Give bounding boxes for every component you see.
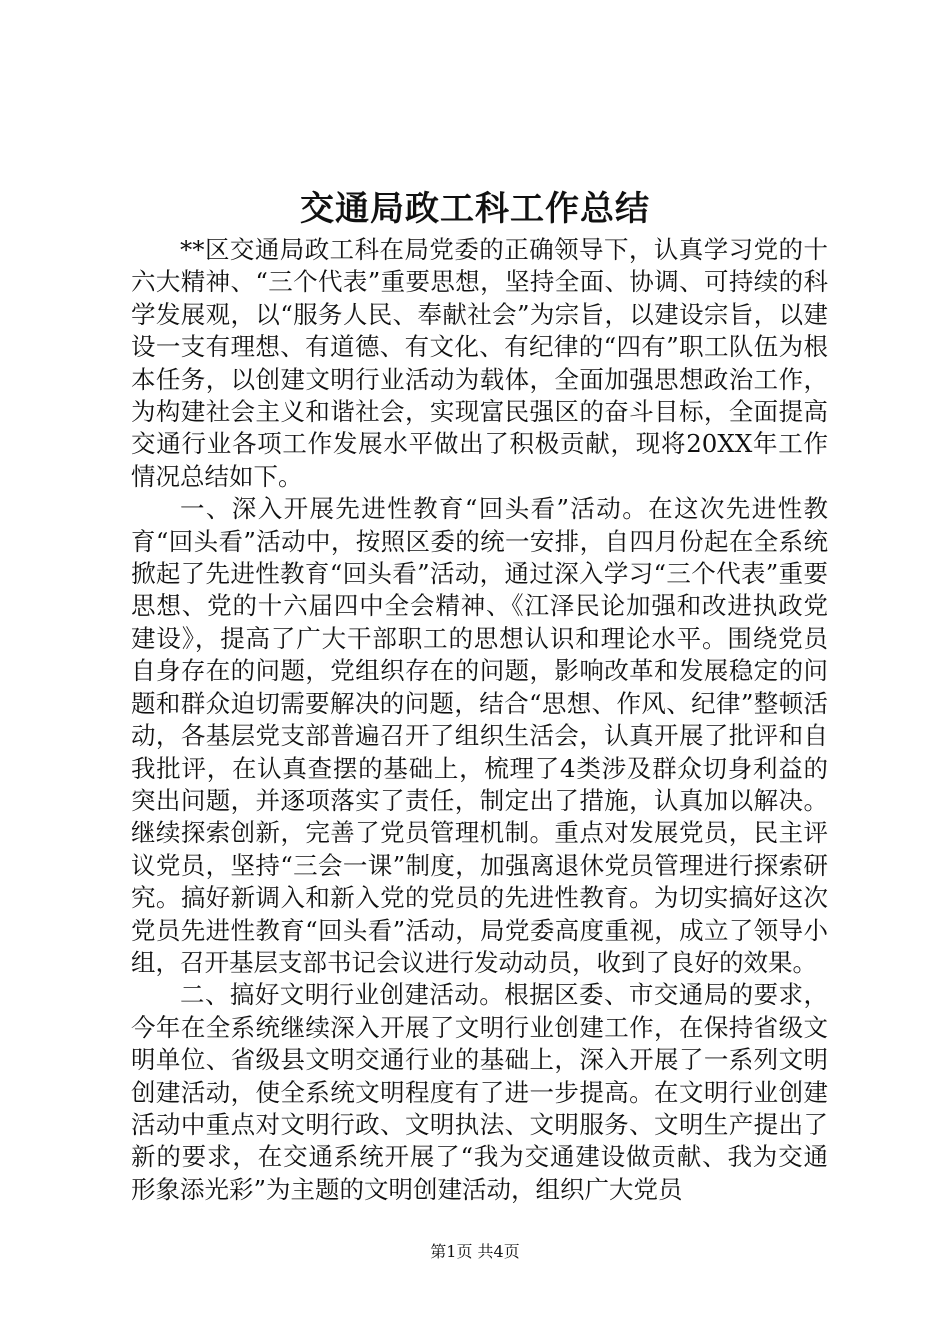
page-number-footer: 第1页 共4页 xyxy=(430,1242,520,1261)
section-1-paragraph: 一、深入开展先进性教育“回头看”活动。在这次先进性教育“回头看”活动中，按照区委的统一安排，自四月份起在全系统掀起了先进性教育“回头看”活动，通过深入学习“三个代表”重要思想、党的十六届四中全会精神、《江泽民论加强和改进执政党建设》，提高了广大干部职工的思想认识和理论水平。围绕党员自身存在的问题，党组织存在的问题，影响改革和发展稳定的问题和群众迫切需要解决的问题，结合“思想、作风、纪律”整顿活动，各基层党支部普遍召开了组织生活会，认真开展了批评和自我批评，在认真查摆的基础上，梳理了4类涉及群众切身利益的突出问题，并逐项落实了责任，制定出了措施，认真加以解决。继续探索创新，完善了党员管理机制。重点对发展党员，民主评议党员，坚持“三会一课”制度，加强离退休党员管理进行探索研究。搞好新调入和新入党的党员的先进性教育。为切实搞好这次党员先进性教育“回头看”活动，局党委高度重视，成立了领导小组，召开基层支部书记会议进行发动动员，收到了良好的效果。 xyxy=(131,494,828,977)
intro-paragraph: **区交通局政工科在局党委的正确领导下，认真学习党的十六大精神、“三个代表”重要思想，坚持全面、协调、可持续的科学发展观，以“服务人民、奉献社会”为宗旨，以建设宗旨，以建设一支有理想、有道德、有文化、有纪律的“四有”职工队伍为根本任务，以创建文明行业活动为载体，全面加强思想政治工作，为构建社会主义和谐社会，实现富民强区的奋斗目标，全面提高交通行业各项工作发展水平做出了积极贡献，现将20XX年工作情况总结如下。 xyxy=(131,235,828,491)
document-title: 交通局政工科工作总结 xyxy=(300,189,650,229)
document-body xyxy=(131,234,828,1206)
section-2-paragraph: 二、搞好文明行业创建活动。根据区委、市交通局的要求，今年在全系统继续深入开展了文明行业创建工作，在保持省级文明单位、省级县文明交通行业的基础上，深入开展了一系列文明创建活动，使全系统文明程度有了进一步提高。在文明行业创建活动中重点对文明行政、文明执法、文明服务、文明生产提出了新的要求，在交通系统开展了“我为交通建设做贡献、我为交通形象添光彩”为主题的文明创建活动，组织广大党员 xyxy=(131,980,828,1204)
